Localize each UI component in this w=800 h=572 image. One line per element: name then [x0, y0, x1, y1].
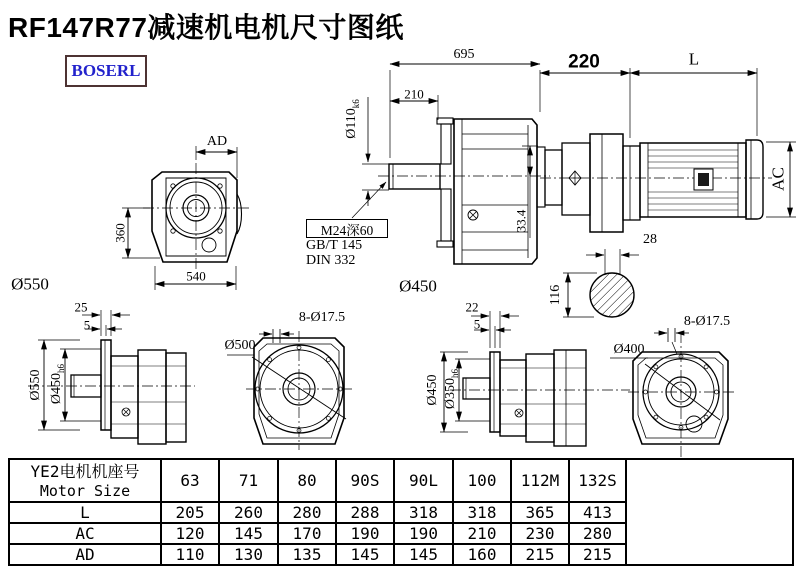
cell: 318 [453, 502, 511, 523]
dim-695: 695 [453, 47, 475, 62]
dim-dia400: Ø400 [613, 342, 645, 357]
cell: 145 [336, 544, 394, 565]
col-header-100: 100 [453, 459, 511, 502]
header-en: Motor Size [39, 481, 131, 500]
dim-220: 220 [568, 51, 600, 73]
row-label-ac: AC [9, 523, 161, 544]
dim-ad: AD [206, 134, 228, 149]
cell: 318 [394, 502, 453, 523]
cell: 130 [219, 544, 278, 565]
dim-22: 22 [465, 299, 479, 315]
cell: 190 [394, 523, 453, 544]
tap-spec: M24深60 [306, 219, 388, 238]
col-header-63: 63 [161, 459, 219, 502]
shaft-key-section [563, 249, 639, 317]
cell: 210 [453, 523, 511, 544]
cell: 135 [278, 544, 336, 565]
col-header-71: 71 [219, 459, 278, 502]
row-label-ad: AD [9, 544, 161, 565]
brand-logo: BOSERL [65, 55, 147, 87]
cell: 145 [219, 523, 278, 544]
cell: 120 [161, 523, 219, 544]
cell: 205 [161, 502, 219, 523]
standard-gbt: GB/T 145 [306, 238, 363, 253]
row-label-l: L [9, 502, 161, 523]
dim-540: 540 [186, 268, 206, 284]
dim-360: 360 [112, 223, 128, 243]
standard-din: DIN 332 [306, 253, 356, 268]
dim-dia450h6: $Ø450_{h6}$ [49, 363, 66, 405]
cell: 110 [161, 544, 219, 565]
header-cn: YE2电机机座号 [30, 461, 140, 481]
dim-210: 210 [404, 86, 424, 102]
flange2-side-view [440, 311, 630, 446]
dim-bolt-holes-1: 8-Ø17.5 [298, 310, 346, 325]
cell: 413 [569, 502, 626, 523]
label-dia450-view: Ø450 [399, 276, 437, 296]
col-header-80: 80 [278, 459, 336, 502]
cell: 215 [511, 544, 569, 565]
dim-5a: 5 [83, 317, 91, 333]
col-header-112m: 112M [511, 459, 569, 502]
cell: 160 [453, 544, 511, 565]
dim-shaft-dia: $Ø110_{k6}$ [344, 99, 361, 139]
dim-dia350h6: $Ø350_{h6}$ [443, 368, 460, 410]
cell: 190 [336, 523, 394, 544]
page-title: RF147R77减速机电机尺寸图纸 [8, 12, 404, 43]
dim-dia550: Ø550 [28, 369, 43, 401]
motor-side-view [540, 68, 796, 232]
dim-116: 116 [548, 284, 563, 306]
cell: 145 [394, 544, 453, 565]
empty-cell [626, 459, 793, 565]
cell: 365 [511, 502, 569, 523]
col-header-90l: 90L [394, 459, 453, 502]
col-header-90s: 90S [336, 459, 394, 502]
cell: 170 [278, 523, 336, 544]
motor-size-table [8, 458, 794, 566]
label-dia550-view: Ø550 [11, 274, 49, 294]
dim-l: L [688, 49, 700, 69]
cell: 288 [336, 502, 394, 523]
dim-dia450b: Ø450 [425, 374, 440, 406]
table-header-row [9, 459, 793, 502]
standards-block [306, 238, 362, 268]
dim-ac: AC [768, 167, 788, 191]
cell: 260 [219, 502, 278, 523]
dim-33-4: 33.4 [513, 209, 529, 233]
motor-size-header-cell [9, 459, 161, 502]
cell: 280 [569, 523, 626, 544]
dim-5b: 5 [473, 316, 481, 332]
dim-28: 28 [643, 232, 657, 247]
cell: 280 [278, 502, 336, 523]
dim-25: 25 [74, 299, 88, 315]
cell: 230 [511, 523, 569, 544]
col-header-132s: 132S [569, 459, 626, 502]
dim-bolt-holes-2: 8-Ø17.5 [683, 314, 731, 329]
dim-dia500: Ø500 [224, 338, 256, 353]
cell: 215 [569, 544, 626, 565]
